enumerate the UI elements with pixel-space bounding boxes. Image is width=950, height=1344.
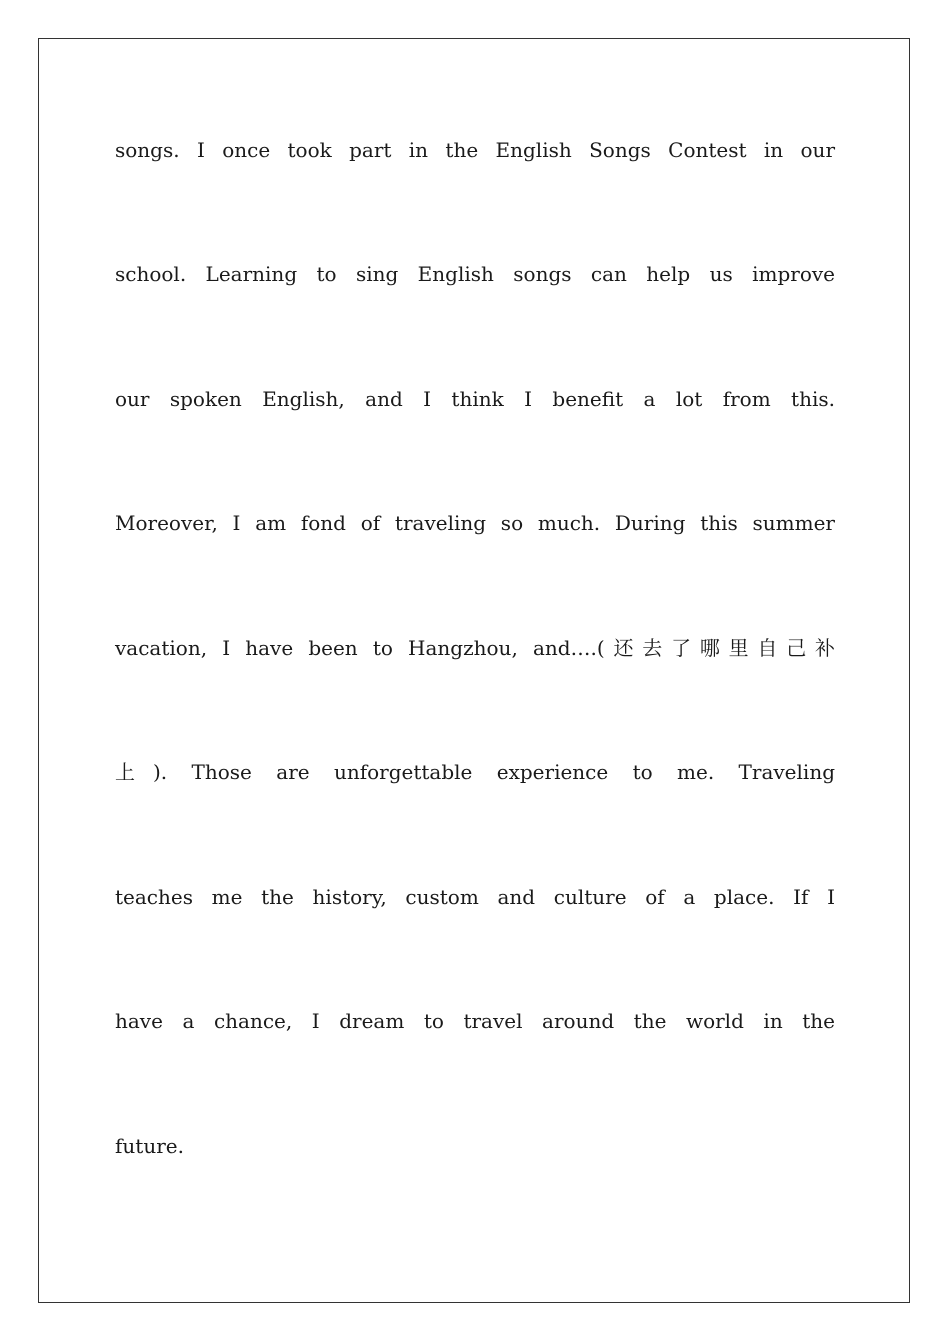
text-line-2: school. Learning to sing English songs can help us improve bbox=[115, 262, 835, 286]
text-line-4: Moreover, I am fond of traveling so much. During this summer bbox=[115, 511, 835, 535]
text-line-5: vacation, I have been to Hangzhou, and….(还去了哪里自己补 bbox=[115, 636, 835, 660]
page-border bbox=[38, 38, 910, 1303]
text-line-3: our spoken English, and I think I benefit a lot from this. bbox=[115, 387, 835, 411]
text-line-6: 上). Those are unforgettable experience to me. Traveling bbox=[115, 760, 835, 784]
text-line-7: teaches me the history, custom and culture of a place. If I bbox=[115, 885, 835, 909]
text-line-8: have a chance, I dream to travel around the world in the bbox=[115, 1009, 835, 1033]
text-line-9: future. bbox=[115, 1134, 184, 1158]
text-line-1: songs. I once took part in the English Songs Contest in our bbox=[115, 138, 835, 162]
